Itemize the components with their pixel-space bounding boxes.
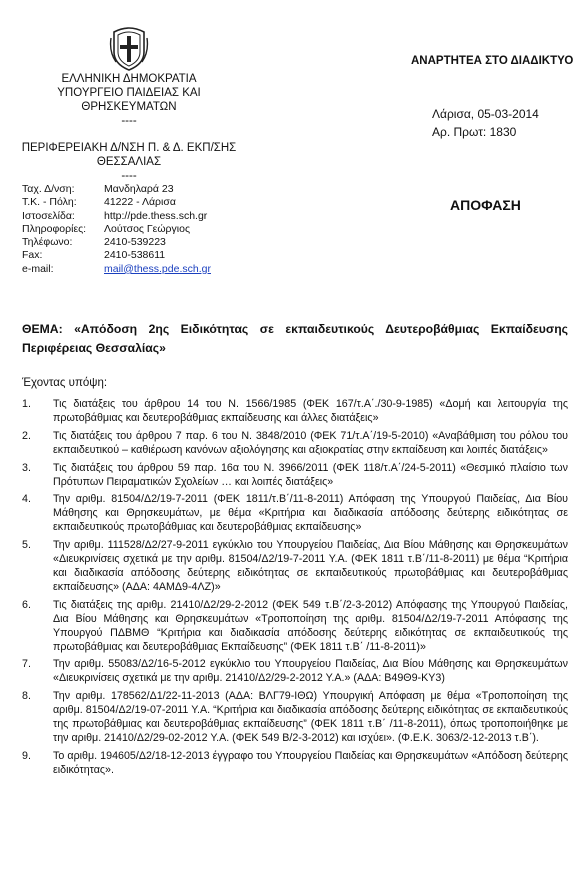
email-link[interactable]: mail@thess.pde.sch.gr (104, 262, 211, 275)
list-item: 3. Τις διατάξεις του άρθρου 59 παρ. 16α του Ν. 3966/2011 (ΦΕΚ 118/τ.Α΄/24-5-2011) «Θεσμικό πλαίσιο των Πρότυπων Πειραματικών Σχολείων … και λοιπές διατάξεις» (22, 461, 568, 488)
document-type: ΑΠΟΦΑΣΗ (450, 197, 521, 213)
region-name: ΘΕΣΣΑΛΙΑΣ (96, 156, 162, 168)
protocol-number: Αρ. Πρωτ: 1830 (432, 125, 517, 139)
contact-row: Fax: 2410-538611 (22, 249, 166, 262)
greek-coat-of-arms-icon (108, 22, 150, 72)
considerations-list (22, 398, 568, 782)
document-date: Λάρισα, 05-03-2014 (432, 107, 539, 121)
list-item: 5. Την αριθμ. 111528/Δ2/27-9-2011 εγκύκλιο του Υπουργείου Παιδείας, Δια Βίου Μάθησης και Θρησκευμάτων «Διευκρινίσεις σχετικά με την αριθμ. 81504/Δ2/19-7-2011 Υ.Α. (ΦΕΚ 1811 τ.Β΄/11-8-2011) με θέμα “Κριτήρια και διαδικασία απόδοσης δεύτερης ειδικότητας σε εκπαιδευτικούς πρωτοβάθμιας και δευτεροβάθμιας εκπαίδευσης» (ΑΔΑ: 4ΑΜΔ9-4ΛΖ)» (22, 539, 568, 593)
contact-block (22, 183, 211, 276)
list-item: 7. Την αριθμ. 55083/Δ2/16-5-2012 εγκύκλιο του Υπουργείου Παιδείας, Δια Βίου Μάθησης και Θρησκευμάτων «Διευκρινίσεις σχετικά με την αριθμ. 21410/Δ2/29-2-2012 Υ.Α.» (ΑΔΑ: Β49Θ9-ΚΥ3) (22, 658, 568, 685)
list-item: 1. Τις διατάξεις του άρθρου 14 του Ν. 1566/1985 (ΦΕΚ 167/τ.Α΄./30-9-1985) «Δομή και λειτουργία της πρωτοβάθμιας και δευτεροβάθμιας εκπαίδευσης και άλλες διατάξεις» (22, 398, 568, 424)
contact-row: Τηλέφωνο: 2410-539223 (22, 236, 166, 249)
separator: ---- (121, 115, 137, 127)
country-name: ΕΛΛΗΝΙΚΗ ΔΗΜΟΚΡΑΤΙΑ (61, 73, 197, 85)
contact-row: Ιστοσελίδα: http://pde.thess.sch.gr (22, 209, 208, 222)
separator: ---- (121, 170, 137, 182)
list-item: 6. Τις διατάξεις της αριθμ. 21410/Δ2/29-2-2012 (ΦΕΚ 549 τ.Β΄/2-3-2012) Απόφασης της Υπουργού Παιδείας, Δια Βίου Μάθησης και Θρησκευμάτων «Τροποποίηση της αριθμ. 81504/Δ2/19-7-2011 Απόφασης της Υπουργού ΠΔΒΜΘ “Κριτήρια και διαδικασία απόδοσης δεύτερης ειδικότητας σε εκπαιδευτικούς της πρωτοβάθμιας και δευτεροβάθμιας Εκπαίδευσης” (ΦΕΚ 1811 τ.Β΄ /11-8-2011)» (22, 598, 568, 653)
list-item: 9. Το αριθμ. 194605/Δ2/18-12-2013 έγγραφο του Υπουργείου Παιδείας και Θρησκευμάτων «Απόδοση δεύτερης ειδικότητας». (22, 749, 568, 776)
posting-notice: ΑΝΑΡΤΗΤΕΑ ΣΤΟ ΔΙΑΔΙΚΤΥΟ (411, 55, 574, 67)
contact-row: Πληροφορίες: Λούτσος Γεώργιος (22, 222, 191, 235)
website-text: http://pde.thess.sch.gr (104, 209, 208, 222)
header-left (18, 72, 240, 183)
ministry-name: ΥΠΟΥΡΓΕΙΟ ΠΑΙΔΕΙΑΣ ΚΑΙ ΘΡΗΣΚΕΥΜΑΤΩΝ (57, 87, 201, 113)
list-item: 8. Την αριθμ. 178562/Δ1/22-11-2013 (ΑΔΑ: ΒΛΓ79-ΙΘΩ) Υπουργική Απόφαση με θέμα «Τροποποίηση της αριθμ. 81504/Δ2/19-07-2011 Υ.Α. “Κριτήρια και διαδικασία απόδοσης δεύτερης ειδικότητας σε εκπαιδευτικούς της πρωτοβάθμιας και δευτεροβάθμιας εκπαίδευσης” (ΦΕΚ 1811 τ.Β΄ /11-8-2011), όπως τροποποιήθηκε με την αριθμ. 21410/Δ2/29-02-2012 Υ.Α. (ΦΕΚ 549 Β/2-3-2012) και ισχύει». (Φ.Ε.Κ. 3063/2-12-2013 τ.Β΄). (22, 690, 568, 744)
list-item: 2. Τις διατάξεις του άρθρου 7 παρ. 6 του Ν. 3848/2010 (ΦΕΚ 71/τ.Α΄/19-5-2010) «Αναβάθμιση του ρόλου του εκπαιδευτικού – καθιέρωση κανόνων αξιολόγησης και αξιοκρατίας στην εκπαίδευση και λοιπές διατάξεις» (22, 429, 568, 456)
list-item: 4. Την αριθμ. 81504/Δ2/19-7-2011 (ΦΕΚ 1811/τ.Β΄/11-8-2011) Απόφαση της Υπουργού Παιδείας, Δια Βίου Μάθησης και Θρησκευμάτων, με θέμα «Κριτήρια και διαδικασία απόδοσης δεύτερης ειδικότητας σε εκπαιδευτικούς πρωτοβάθμιας και δευτεροβάθμιας εκπαίδευσης» (22, 493, 568, 534)
contact-row: e-mail: mail@thess.pde.sch.gr (22, 262, 211, 275)
subject-line: ΘΕΜΑ: «Απόδοση 2ης Ειδικότητας σε εκπαιδευτικούς Δευτεροβάθμιας Εκπαίδευσης Περιφέρειας Θεσσαλίας» (22, 322, 568, 355)
intro-text: Έχοντας υπόψη: (22, 377, 108, 389)
directorate-name: ΠΕΡΙΦΕΡΕΙΑΚΗ Δ/ΝΣΗ Π. & Δ. ΕΚΠ/ΣΗΣ (21, 142, 237, 154)
contact-row: Τ.Κ. - Πόλη: 41222 - Λάρισα (22, 196, 176, 209)
contact-row: Ταχ. Δ/νση: Μανδηλαρά 23 (22, 183, 174, 195)
